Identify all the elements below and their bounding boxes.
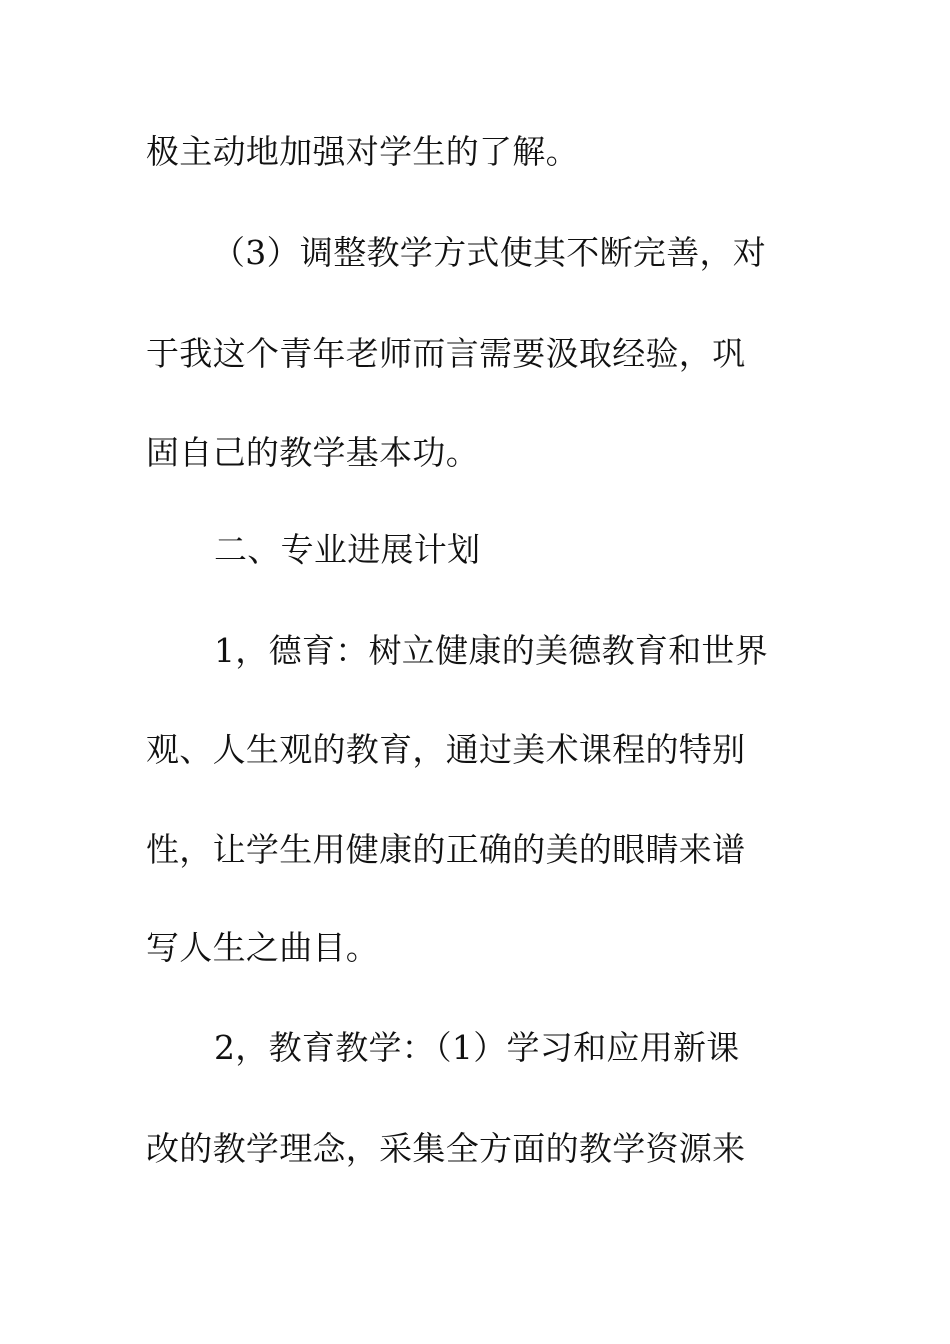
text-line-9: 写人生之曲目。 bbox=[146, 928, 380, 967]
section-heading: 二、专业进展计划 bbox=[214, 530, 481, 569]
text-line-10: 2，教育教学：（1）学习和应用新课 bbox=[214, 1028, 740, 1067]
text-line-11: 改的教学理念，采集全方面的教学资源来 bbox=[146, 1129, 746, 1168]
text-line-3: 于我这个青年老师而言需要汲取经验，巩 bbox=[146, 334, 746, 373]
text-line-8: 性，让学生用健康的正确的美的眼睛来谱 bbox=[146, 830, 746, 869]
text-line-2: （3）调整教学方式使其不断完善，对 bbox=[212, 233, 767, 272]
text-line-4: 固自己的教学基本功。 bbox=[146, 433, 479, 472]
text-line-1: 极主动地加强对学生的了解。 bbox=[146, 132, 579, 171]
text-line-6: 1，德育：树立健康的美德教育和世界 bbox=[214, 631, 769, 670]
text-line-7: 观、人生观的教育，通过美术课程的特别 bbox=[146, 730, 746, 769]
